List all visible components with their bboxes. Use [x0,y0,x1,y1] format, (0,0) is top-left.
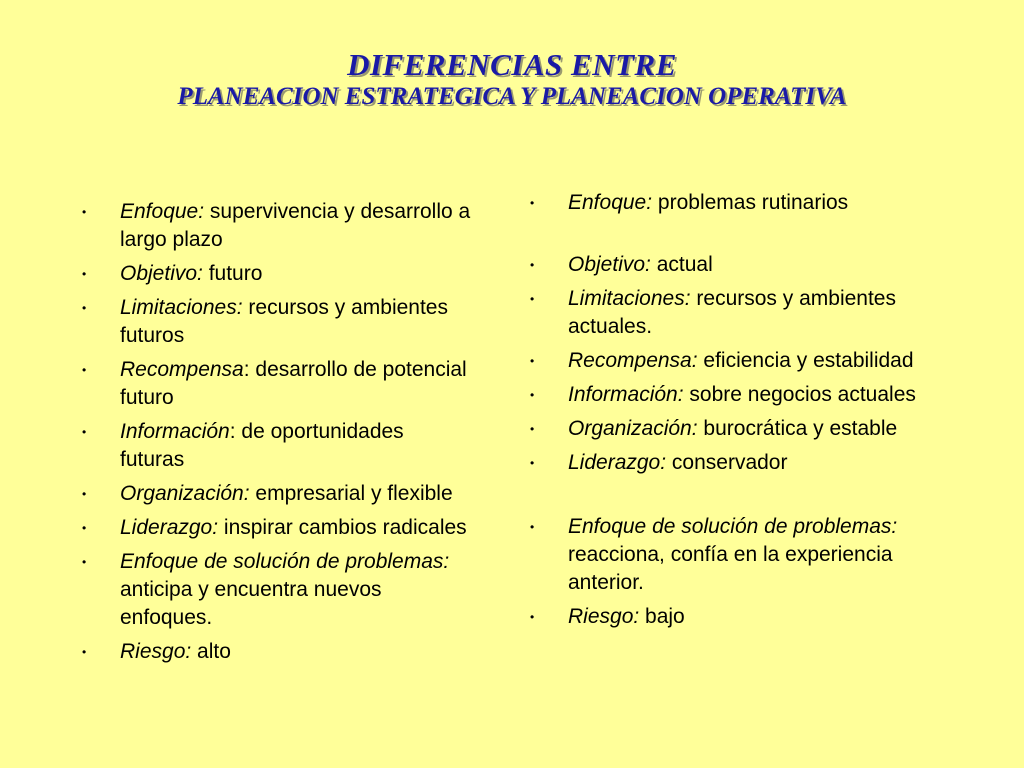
item-label: Organización: [568,417,698,440]
bullet-icon: • [530,354,535,368]
item-label: Objetivo: [568,253,651,276]
item-text: recursos y ambientes actuales. [568,287,896,338]
item-label: Riesgo: [120,640,192,663]
item-label: Limitaciones: [568,287,691,310]
item-text: empresarial y flexible [249,482,453,505]
list-item [82,294,472,350]
bullet-icon: • [530,520,535,534]
bullet-icon: • [82,425,87,439]
bullet-icon: • [530,610,535,624]
item-text: problemas rutinarios [652,191,849,214]
list-item [82,548,472,632]
item-label: Enfoque: [120,200,205,223]
item-label: Enfoque: [568,191,653,214]
item-text: eficiencia y estabilidad [697,349,914,372]
list-item [530,449,930,477]
list-item [530,285,930,341]
item-text: anticipa y encuentra nuevos enfoques. [120,578,382,629]
bullet-icon: • [530,388,535,402]
bullet-icon: • [530,456,535,470]
bullet-icon: • [530,292,535,306]
list-item [530,347,930,375]
list-item [82,514,472,542]
list-item [530,603,930,631]
item-label: Información [120,420,230,443]
item-label: Recompensa: [568,349,698,372]
list-item [530,189,930,217]
list-item [530,251,930,279]
list-item [530,381,930,409]
bullet-icon: • [530,258,535,272]
bullet-icon: • [82,521,87,535]
item-text: conservador [666,451,788,474]
bullet-icon: • [82,363,87,377]
list-item [82,260,472,288]
item-label: Limitaciones: [120,296,243,319]
bullet-icon: • [82,267,87,281]
item-text: reacciona, confía en la experiencia anterior. [568,543,893,594]
item-label: Riesgo: [568,605,640,628]
bullet-icon: • [82,301,87,315]
list-item [82,638,472,666]
item-label: Información: [568,383,684,406]
bullet-icon: • [82,487,87,501]
item-label: Liderazgo: [568,451,667,474]
item-text: futuro [202,262,263,285]
list-item [82,198,472,254]
slide-title [0,48,1024,112]
item-text: inspirar cambios radicales [218,516,467,539]
item-text: bajo [639,605,685,628]
item-text: sobre negocios actuales [683,383,916,406]
operational-planning-list [530,189,930,637]
item-text: : desarrollo de potencial futuro [120,358,467,409]
bullet-icon: • [82,205,87,219]
list-item [82,356,472,412]
bullet-icon: • [530,422,535,436]
bullet-icon: • [530,196,535,210]
item-label: Liderazgo: [120,516,219,539]
item-label: Enfoque de solución de problemas: [568,515,898,538]
item-label: Recompensa [120,358,244,381]
item-label: Objetivo: [120,262,203,285]
title-line-1: DIFERENCIAS ENTRE [347,47,677,82]
item-text: recursos y ambientes futuros [120,296,448,347]
bullet-icon: • [82,645,87,659]
bullet-icon: • [82,555,87,569]
list-item [530,513,930,597]
strategic-planning-list [82,198,472,672]
list-item [82,480,472,508]
item-label: Enfoque de solución de problemas: [120,550,450,573]
item-text: alto [191,640,231,663]
list-item [530,415,930,443]
item-text: supervivencia y desarrollo a largo plazo [120,200,471,251]
item-text: burocrática y estable [697,417,898,440]
item-label: Organización: [120,482,250,505]
list-item [82,418,472,474]
item-text: : de oportunidades futuras [120,420,404,471]
item-text: actual [650,253,713,276]
title-line-2: PLANEACION ESTRATEGICA Y PLANEACION OPERATIVA [177,83,847,110]
